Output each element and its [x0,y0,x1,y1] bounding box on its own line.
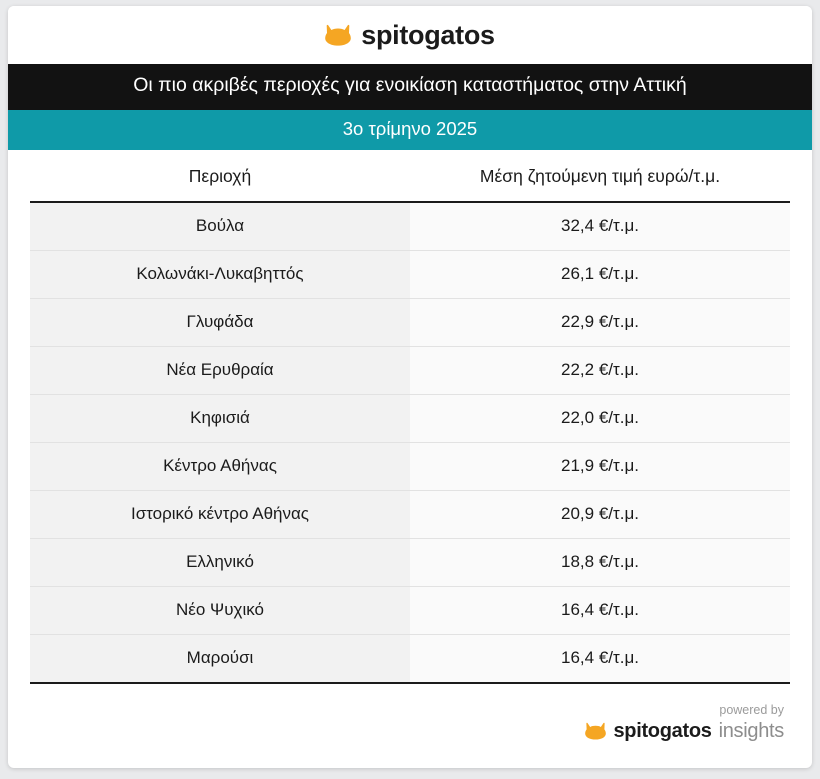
cat-face-icon [325,24,351,46]
cell-price: 22,9 €/τ.μ. [410,298,790,346]
cat-face-icon [585,722,606,740]
cell-area: Μαρούσι [30,634,410,683]
table-row [30,538,790,586]
cell-price: 16,4 €/τ.μ. [410,586,790,634]
table-row [30,202,790,251]
table-row [30,250,790,298]
cell-area: Νέο Ψυχικό [30,586,410,634]
column-header-price: Μέση ζητούμενη τιμή ευρώ/τ.μ. [410,150,790,202]
footer [8,684,812,768]
infographic-card [8,6,812,768]
table-header [30,150,790,202]
column-header-area: Περιοχή [30,150,410,202]
table-row [30,298,790,346]
cell-area: Ελληνικό [30,538,410,586]
powered-by-label: powered by [719,702,784,717]
cell-price: 22,0 €/τ.μ. [410,394,790,442]
table-row [30,442,790,490]
table-row [30,634,790,683]
brand-name: spitogatos [361,19,495,50]
cell-price: 20,9 €/τ.μ. [410,490,790,538]
table-row [30,394,790,442]
brand-header [8,6,812,64]
cell-price: 18,8 €/τ.μ. [410,538,790,586]
footer-product-name: insights [718,719,784,742]
cell-price: 16,4 €/τ.μ. [410,634,790,683]
cell-price: 22,2 €/τ.μ. [410,346,790,394]
period-subtitle: 3ο τρίμηνο 2025 [8,110,812,150]
cell-price: 26,1 €/τ.μ. [410,250,790,298]
table-header-row [30,150,790,202]
data-table-container [8,150,812,684]
cell-area: Κηφισιά [30,394,410,442]
footer-brand-name: spitogatos [613,719,712,742]
footer-logo [585,720,784,743]
cell-area: Κολωνάκι-Λυκαβηττός [30,250,410,298]
table-row [30,586,790,634]
data-table [30,150,790,684]
cell-price: 32,4 €/τ.μ. [410,202,790,251]
table-row [30,346,790,394]
cell-area: Ιστορικό κέντρο Αθήνας [30,490,410,538]
cell-area: Βούλα [30,202,410,251]
cell-area: Νέα Ερυθραία [30,346,410,394]
cell-area: Κέντρο Αθήνας [30,442,410,490]
table-body [30,202,790,683]
cell-price: 21,9 €/τ.μ. [410,442,790,490]
table-row [30,490,790,538]
cell-area: Γλυφάδα [30,298,410,346]
page-title: Οι πιο ακριβές περιοχές για ενοικίαση καταστήματος στην Αττική [8,64,812,109]
